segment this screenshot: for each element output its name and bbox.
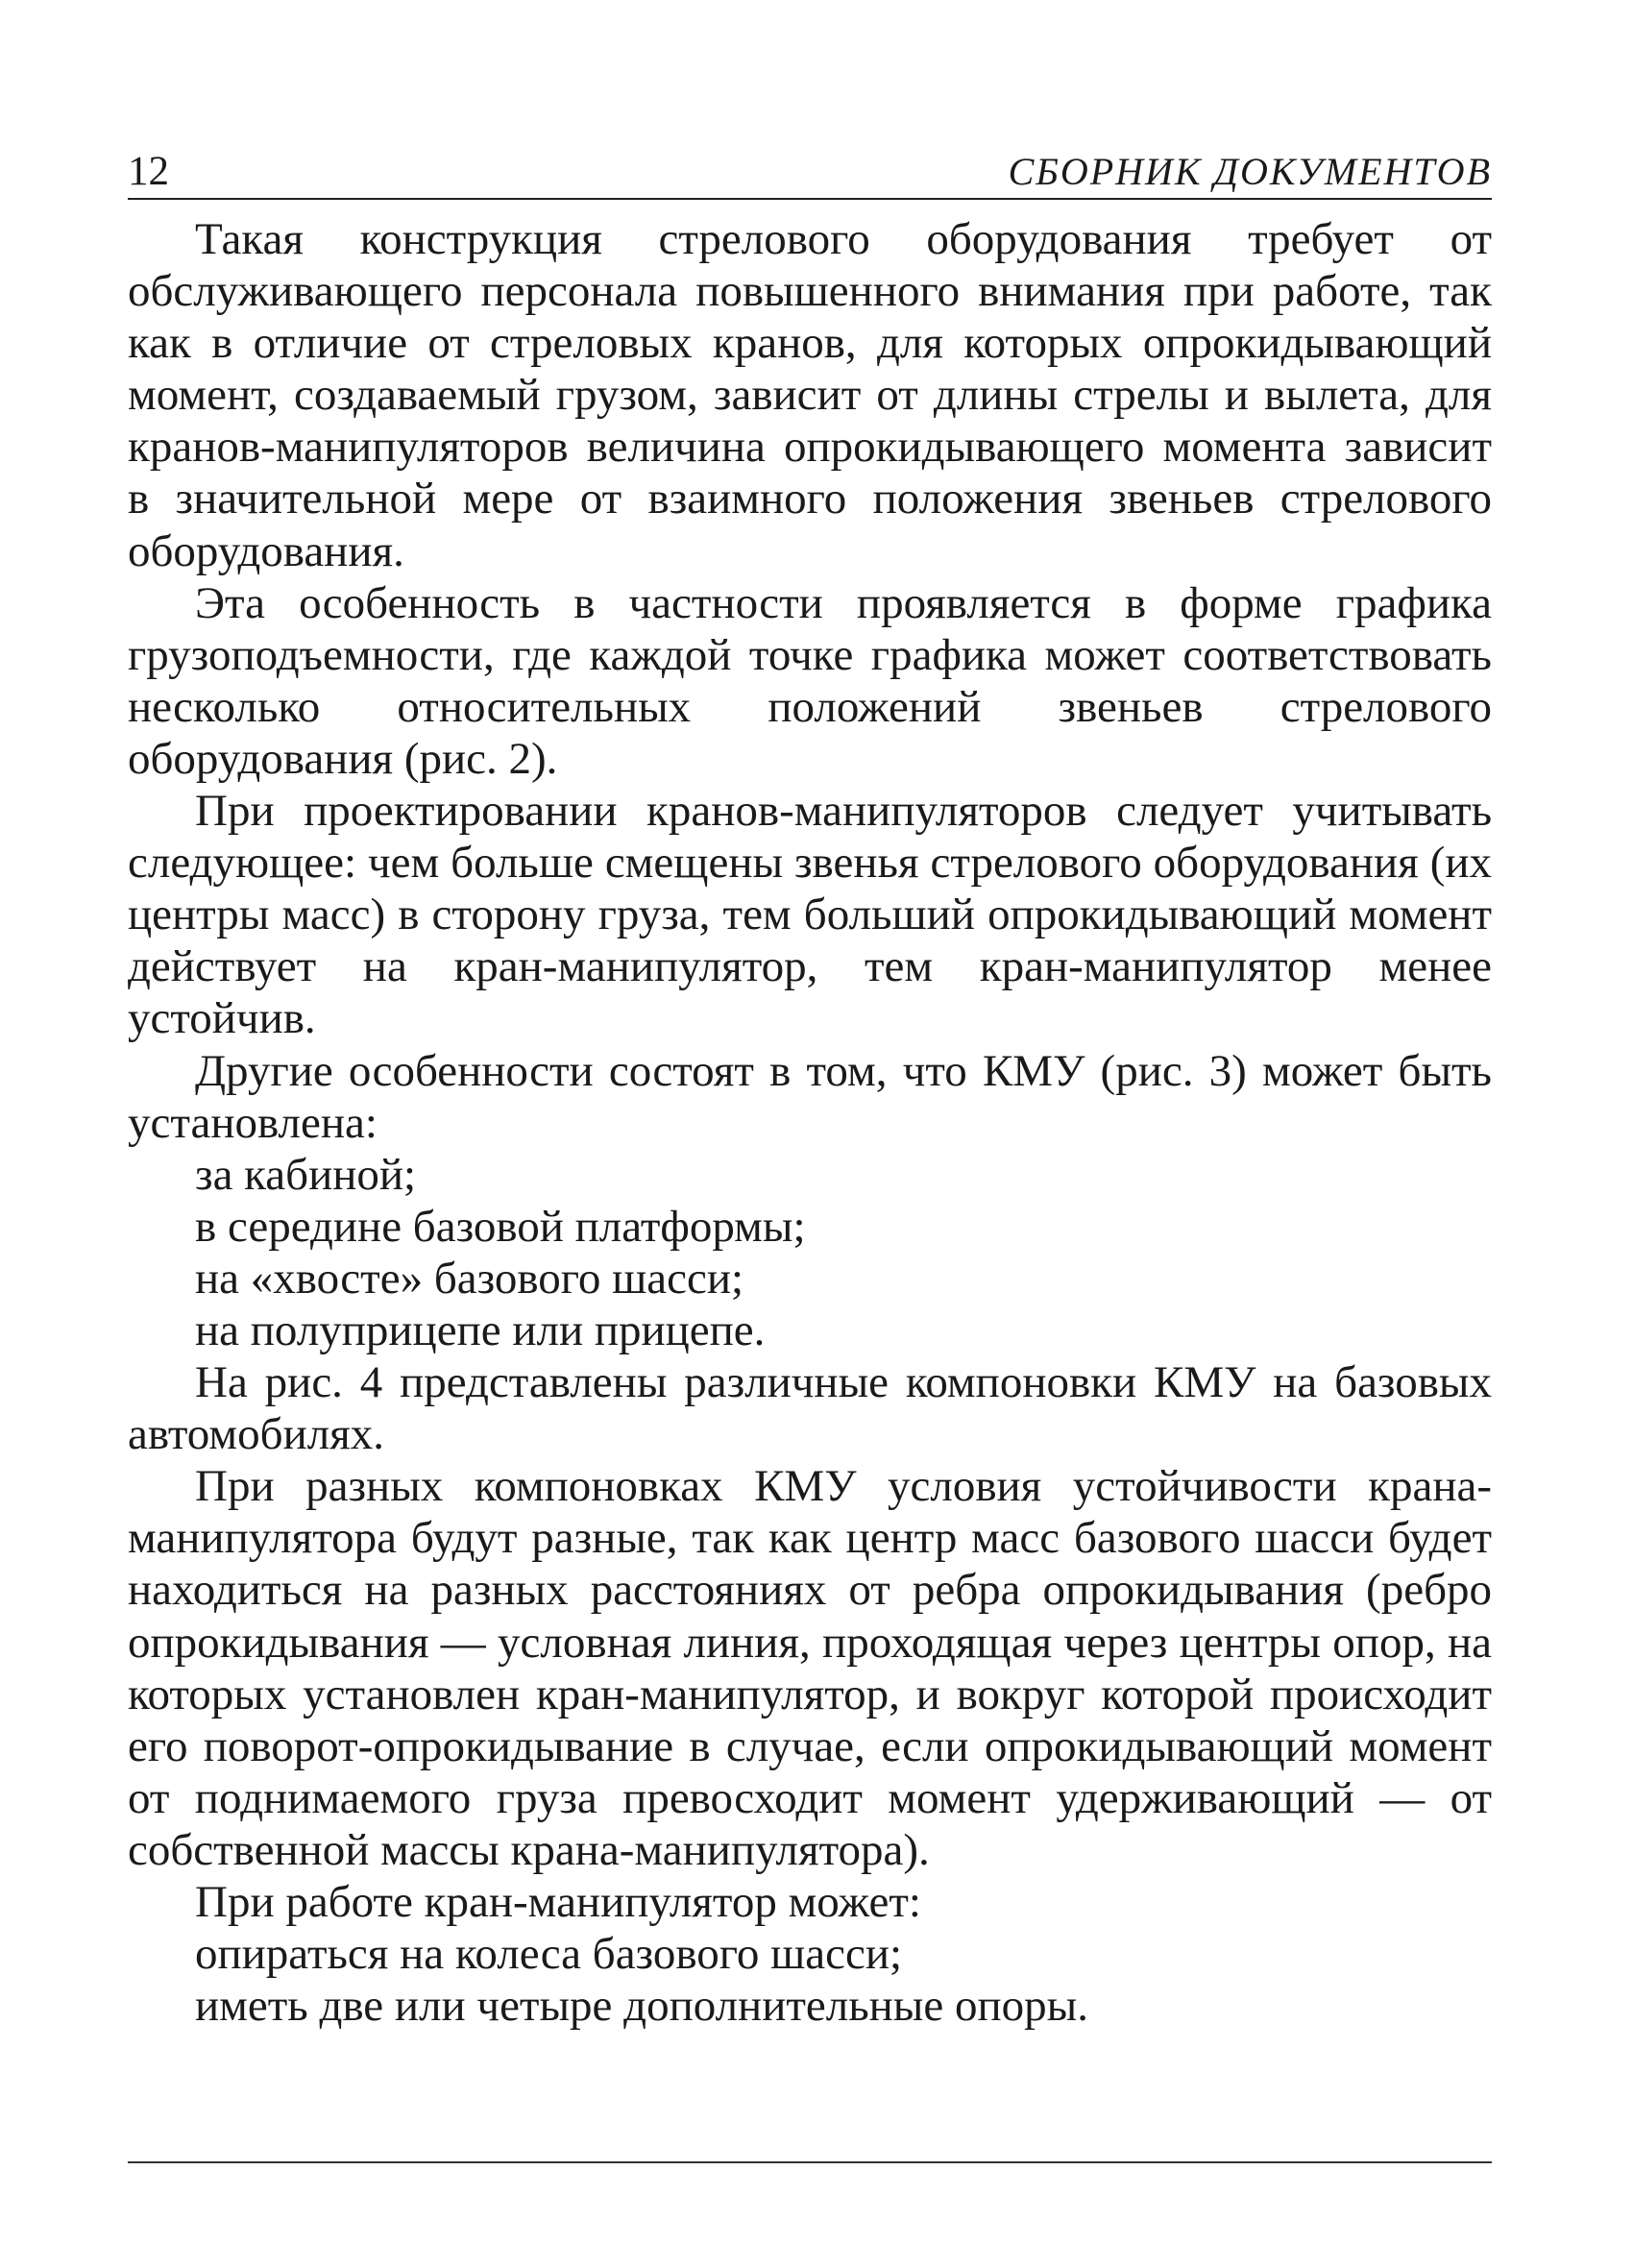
list-item-behind-cab: за кабиной; bbox=[195, 1149, 417, 1200]
paragraph-design-considerations: При проектировании кранов-манипуляторов следует учитывать следующее: чем больше смещены звенья стрелового оборудования (их центры масс) в сторону груза, тем больший опрокидывающий момент действует на кран-манипулятор, тем кран-манипулятор менее устойчив. bbox=[128, 786, 1492, 1044]
list-item-mid-platform: в середине базовой платформы; bbox=[195, 1201, 806, 1252]
header-divider bbox=[128, 198, 1492, 200]
paragraph-boom-design: Такая конструкция стрелового оборудования требует от обслуживающего персонала повышенного внимания при работе, так как в отличие от стреловых кранов, для которых опрокидывающий момент, создаваемый грузом, зависит от длины стрелы и вылета, для кранов-манипуляторов величина опрокидывающего момента зависит в значительной мере от взаимного положения звеньев стрелового оборудования. bbox=[128, 214, 1492, 576]
running-title: СБОРНИК ДОКУМЕНТОВ bbox=[1008, 150, 1492, 193]
paragraph-mounting-intro: Другие особенности состоят в том, что КМУ (рис. 3) может быть установлена: bbox=[128, 1045, 1492, 1148]
body-text bbox=[128, 213, 1492, 2032]
list-item-chassis-tail: на «хвосте» базового шасси; bbox=[195, 1253, 744, 1304]
list-item-outriggers: иметь две или четыре дополнительные опоры. bbox=[195, 1981, 1088, 2032]
paragraph-load-chart: Эта особенность в частности проявляется в форме графика грузоподъемности, где каждой точке графика может соответствовать несколько относительных положений звеньев стрелового оборудования (рис. 2). bbox=[128, 577, 1492, 784]
paragraph-support-intro: При работе кран-манипулятор может: bbox=[195, 1877, 921, 1927]
paragraph-stability: При разных компоновках КМУ условия устойчивости крана-манипулятора будут разные, так как центр масс базового шасси будет находиться на разных расстояниях от ребра опрокидывания (ребро опрокидывания — условная линия, проходящая через центры опор, на которых установлен кран-манипулятор, и вокруг которой происходит его поворот-опрокидывание в случае, если опрокидывающий момент от поднимаемого груза превосходит момент удерживающий — от собственной массы крана-манипулятора). bbox=[128, 1461, 1492, 1875]
list-item-wheels: опираться на колеса базового шасси; bbox=[195, 1929, 903, 1980]
paragraph-figure-4: На рис. 4 представлены различные компоновки КМУ на базовых автомобилях. bbox=[128, 1357, 1492, 1460]
page-number: 12 bbox=[128, 149, 169, 194]
footer-divider bbox=[128, 2161, 1492, 2163]
list-item-trailer: на полуприцепе или прицепе. bbox=[195, 1305, 766, 1355]
page-header bbox=[128, 140, 1492, 198]
